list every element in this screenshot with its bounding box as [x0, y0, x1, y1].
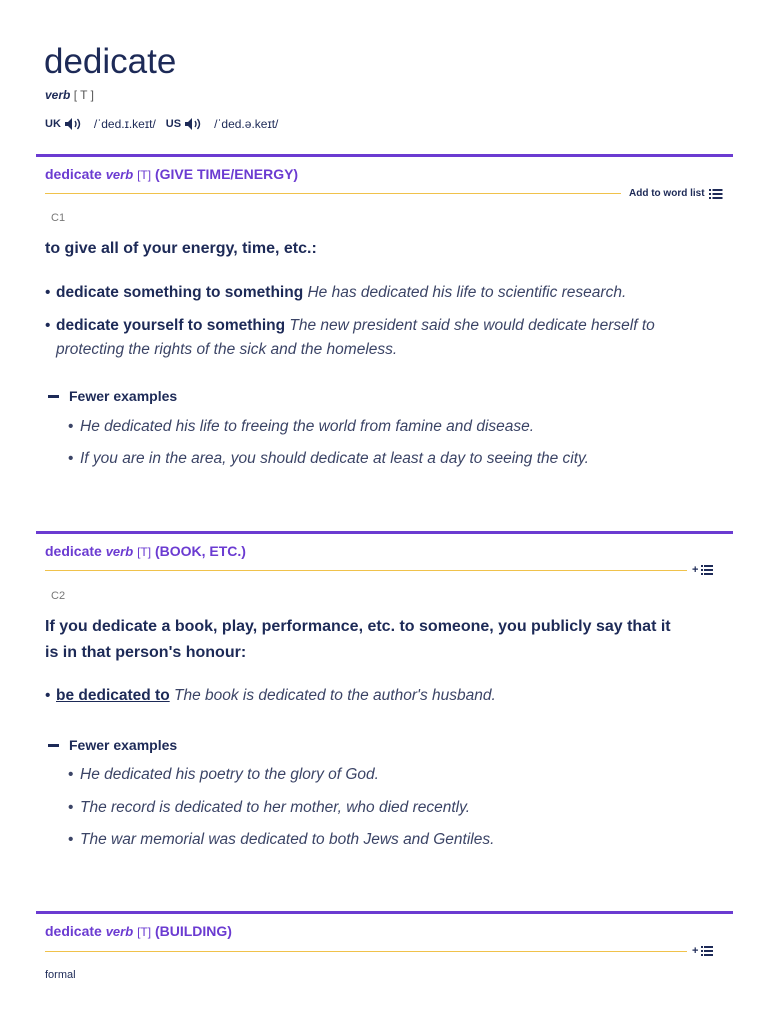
pron-region-uk: UK: [45, 118, 61, 130]
entry-headword: dedicate: [44, 42, 177, 81]
example-lexical-unit: dedicate something to something: [56, 284, 304, 301]
cefr-level: C1: [51, 212, 66, 224]
entry-pos-line: [45, 88, 94, 102]
list-icon: [701, 565, 713, 575]
more-example: • The war memorial was dedicated to both Jews and Gentiles.: [68, 831, 495, 848]
sense-underline: [45, 570, 687, 571]
add-to-word-list-button[interactable]: [692, 945, 713, 957]
sense-grammar: [T]: [137, 545, 152, 559]
speaker-icon[interactable]: [184, 117, 202, 131]
cefr-level: C2: [51, 590, 66, 602]
more-example-text: He dedicated his life to freeing the world from famine and disease.: [80, 418, 535, 435]
add-to-word-list-button[interactable]: [629, 188, 723, 199]
fewer-examples-label: Fewer examples: [69, 737, 178, 753]
sense-guideword: (BUILDING): [154, 923, 232, 939]
speaker-icon[interactable]: [64, 117, 82, 131]
more-example: • The record is dedicated to her mother, who died recently.: [68, 799, 471, 816]
definition-line: If you dedicate a book, play, performance, etc. to someone, you publicly say that it: [45, 618, 671, 635]
sense-guideword: (BOOK, ETC.): [154, 543, 246, 559]
add-to-word-list-button[interactable]: [692, 564, 713, 576]
sense-headword: dedicate: [45, 923, 102, 939]
definition-line: is in that person's honour:: [45, 644, 247, 661]
list-icon: [701, 946, 713, 956]
sense-pos: verb: [105, 544, 134, 559]
list-icon: [709, 189, 723, 199]
plus-icon: +: [692, 945, 699, 957]
pronunciation-line: [45, 117, 288, 131]
minus-icon: [48, 744, 59, 747]
sense-underline: [45, 193, 621, 194]
pron-ipa-uk: /ˈded.ɪ.keɪt/: [93, 117, 156, 131]
add-to-word-list-label: Add to word list: [629, 188, 705, 199]
example-sentence: • dedicate yourself to something The new president said she would dedicate herself to protecting the rights of the sick and the homeless.: [45, 314, 725, 362]
more-example: • He dedicated his poetry to the glory of God.: [68, 766, 379, 783]
minus-icon: [48, 395, 59, 398]
sense-definition: [45, 614, 725, 666]
sense-header: [45, 543, 246, 559]
example-lexical-unit-link[interactable]: be dedicated to: [56, 687, 170, 704]
sense-header: [45, 166, 298, 182]
entry-pos: verb: [45, 88, 71, 102]
pron-ipa-us: /ˈded.ə.keɪt/: [214, 117, 279, 131]
sense-guideword: (GIVE TIME/ENERGY): [154, 166, 299, 182]
pron-region-us: US: [165, 118, 182, 130]
more-example: • If you are in the area, you should dedicate at least a day to seeing the city.: [68, 450, 589, 467]
register-label: formal: [45, 969, 76, 981]
example-text: He has dedicated his life to scientific research.: [307, 284, 627, 301]
example-lexical-unit: dedicate yourself to something: [56, 317, 286, 334]
sense-definition: to give all of your energy, time, etc.:: [45, 240, 317, 257]
more-example-text: He dedicated his poetry to the glory of God.: [80, 766, 379, 783]
example-sentence: • dedicate something to something He has dedicated his life to scientific research.: [45, 284, 627, 301]
sense-divider: [36, 911, 733, 914]
sense-divider: [36, 531, 733, 534]
more-example-text: The record is dedicated to her mother, who died recently.: [80, 799, 471, 816]
fewer-examples-toggle[interactable]: [48, 737, 177, 753]
sense-header: [45, 923, 232, 939]
sense-grammar: [T]: [137, 168, 152, 182]
sense-headword: dedicate: [45, 166, 102, 182]
more-example-text: The war memorial was dedicated to both Jews and Gentiles.: [80, 831, 495, 848]
sense-headword: dedicate: [45, 543, 102, 559]
fewer-examples-toggle[interactable]: [48, 388, 177, 404]
example-text: The book is dedicated to the author's husband.: [174, 687, 496, 704]
sense-pos: verb: [105, 924, 134, 939]
example-text-continued: protecting the rights of the sick and the homeless.: [56, 341, 398, 358]
fewer-examples-label: Fewer examples: [69, 388, 178, 404]
example-text: The new president said she would dedicate herself to: [289, 317, 655, 334]
more-example-text: If you are in the area, you should dedicate at least a day to seeing the city.: [80, 450, 589, 467]
entry-grammar: [ T ]: [73, 88, 94, 102]
example-sentence: • be dedicated to The book is dedicated to the author's husband.: [45, 687, 496, 704]
sense-underline: [45, 951, 687, 952]
sense-pos: verb: [105, 167, 134, 182]
plus-icon: +: [692, 564, 699, 576]
sense-divider: [36, 154, 733, 157]
sense-grammar: [T]: [137, 925, 152, 939]
more-example: • He dedicated his life to freeing the world from famine and disease.: [68, 418, 535, 435]
